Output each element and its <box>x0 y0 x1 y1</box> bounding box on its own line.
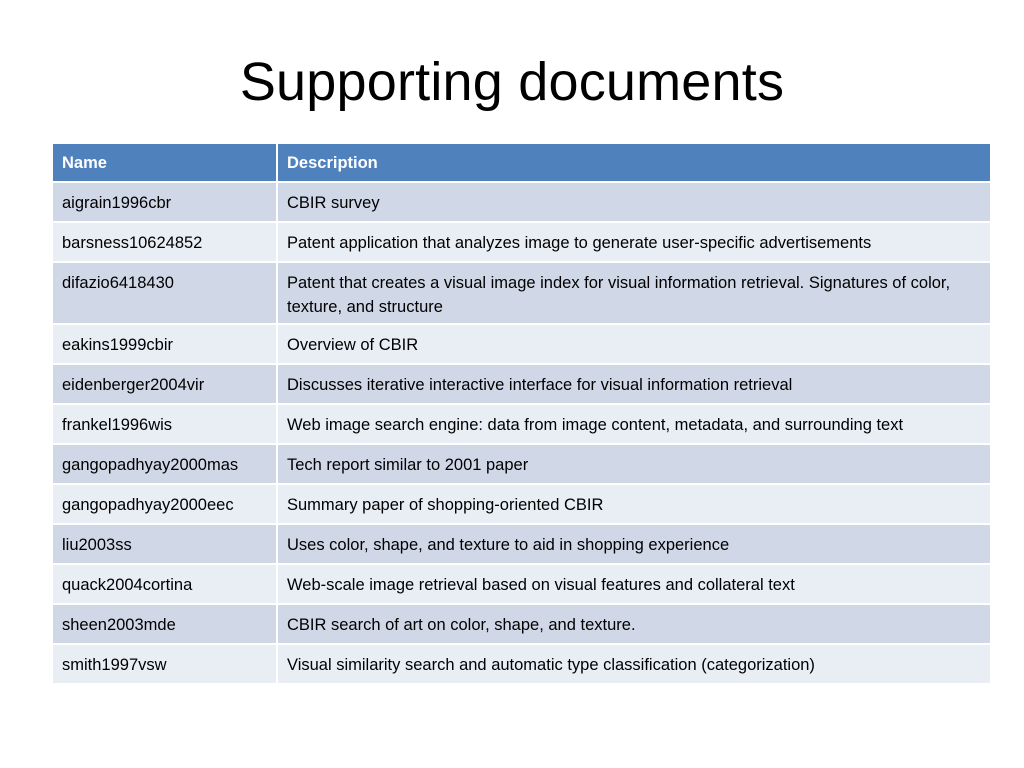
cell-description: Summary paper of shopping-oriented CBIR <box>277 484 991 524</box>
cell-name: aigrain1996cbr <box>52 182 277 222</box>
cell-description: Uses color, shape, and texture to aid in shopping experience <box>277 524 991 564</box>
cell-description: Web image search engine: data from image content, metadata, and surrounding text <box>277 404 991 444</box>
cell-name: gangopadhyay2000mas <box>52 444 277 484</box>
cell-description: Overview of CBIR <box>277 324 991 364</box>
cell-name: eidenberger2004vir <box>52 364 277 404</box>
table-row <box>52 262 991 324</box>
documents-table <box>51 142 992 685</box>
table-row <box>52 484 991 524</box>
cell-name: sheen2003mde <box>52 604 277 644</box>
table-header-row <box>52 143 991 182</box>
table-row <box>52 644 991 684</box>
slide-title: Supporting documents <box>239 52 785 112</box>
table-row <box>52 604 991 644</box>
table-row <box>52 222 991 262</box>
cell-name: difazio6418430 <box>52 262 277 324</box>
cell-name: smith1997vsw <box>52 644 277 684</box>
cell-name: barsness10624852 <box>52 222 277 262</box>
table-row <box>52 564 991 604</box>
cell-description: Web-scale image retrieval based on visual features and collateral text <box>277 564 991 604</box>
cell-description: Tech report similar to 2001 paper <box>277 444 991 484</box>
table-row <box>52 444 991 484</box>
cell-description: CBIR search of art on color, shape, and texture. <box>277 604 991 644</box>
cell-description: Patent application that analyzes image to generate user-specific advertisements <box>277 222 991 262</box>
cell-name: eakins1999cbir <box>52 324 277 364</box>
table-row <box>52 324 991 364</box>
cell-description: CBIR survey <box>277 182 991 222</box>
cell-name: gangopadhyay2000eec <box>52 484 277 524</box>
cell-name: liu2003ss <box>52 524 277 564</box>
cell-description: Discusses iterative interactive interface for visual information retrieval <box>277 364 991 404</box>
table-row <box>52 524 991 564</box>
cell-description: Patent that creates a visual image index for visual information retrieval. Signatures of color, texture, and structure <box>277 262 991 324</box>
cell-name: quack2004cortina <box>52 564 277 604</box>
table-row <box>52 404 991 444</box>
cell-description: Visual similarity search and automatic type classification (categorization) <box>277 644 991 684</box>
cell-name: frankel1996wis <box>52 404 277 444</box>
column-header-description: Description <box>277 143 991 182</box>
table-row <box>52 364 991 404</box>
column-header-name: Name <box>52 143 277 182</box>
table-row <box>52 182 991 222</box>
